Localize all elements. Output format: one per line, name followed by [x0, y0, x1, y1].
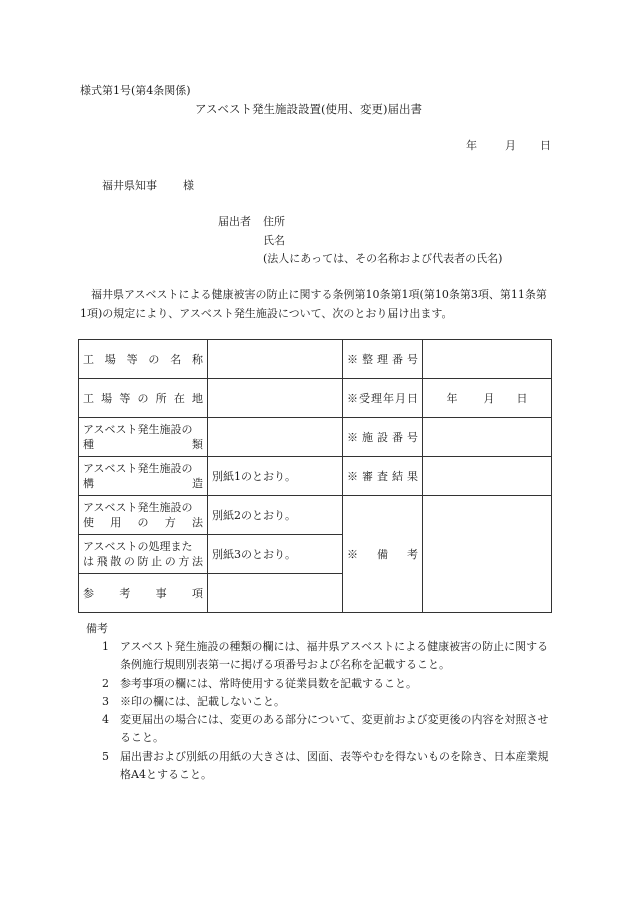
received-month-label: 月 [483, 392, 495, 405]
addressee-honorific: 様 [183, 179, 194, 192]
address-label: 住所 [263, 215, 285, 228]
review-result-label: ※審査結果 [343, 457, 423, 496]
usage-method-label: アスベスト発生施設の 使用の方法 [79, 496, 208, 535]
usage-method-field[interactable]: 別紙2のとおり。 [208, 496, 343, 535]
facility-no-label: ※施設番号 [343, 418, 423, 457]
notes-heading: 備考 [86, 622, 108, 635]
review-result-field[interactable] [423, 457, 552, 496]
structure-field[interactable]: 別紙1のとおり。 [208, 457, 343, 496]
notifier-label: 届出者 [218, 215, 251, 228]
facility-type-label: アスベスト発生施設の 種類 [79, 418, 208, 457]
received-date-field[interactable] [423, 379, 552, 418]
factory-name-field[interactable] [208, 340, 343, 379]
ref-no-field[interactable] [423, 340, 552, 379]
structure-label: アスベスト発生施設の 構造 [79, 457, 208, 496]
note-item: 3 ※印の欄には、記載しないこと。 [102, 695, 285, 708]
submission-date [466, 137, 551, 153]
received-year-label: 年 [446, 392, 458, 405]
table-row [79, 340, 552, 379]
note-item: 1 アスベスト発生施設の種類の欄には、福井県アスベストによる健康被害の防止に関する条例施行規則別表第一に掲げる項番号および名称を記載すること。 [102, 640, 549, 671]
note-item: 2 参考事項の欄には、常時使用する従業員数を記載すること。 [102, 677, 417, 690]
received-day-label: 日 [516, 392, 528, 405]
reference-label: 参考事項 [79, 574, 208, 613]
reference-field[interactable] [208, 574, 343, 613]
name-label: 氏名 [263, 234, 285, 247]
factory-location-label: 工場等の所在地 [79, 379, 208, 418]
facility-no-field[interactable] [423, 418, 552, 457]
treatment-method-label: アスベストの処理また は飛散の防止の方法 [79, 535, 208, 574]
table-row [79, 457, 552, 496]
factory-name-label: 工場等の名称 [79, 340, 208, 379]
note-item: 5 届出書および別紙の用紙の大きさは、図面、表等やむを得ないものを除き、日本産業規格A4とすること。 [102, 750, 549, 781]
factory-location-field[interactable] [208, 379, 343, 418]
table-row [79, 379, 552, 418]
note-item: 4 変更届出の場合には、変更のある部分について、変更前および変更後の内容を対照させること。 [102, 713, 549, 744]
table-row [79, 418, 552, 457]
facility-form-table [78, 339, 552, 613]
intro-paragraph: 福井県アスベストによる健康被害の防止に関する条例第10条第1項(第10条第3項、第11条第1項)の規定により、アスベスト発生施設について、次のとおり届け出ます。 [80, 288, 547, 320]
date-year-label: 年 [466, 139, 477, 152]
remarks-label: ※備考 [343, 496, 423, 613]
received-date-label: ※受理年月日 [343, 379, 423, 418]
addressee [102, 177, 194, 193]
remarks-field[interactable] [423, 496, 552, 613]
corporation-note: (法人にあっては、その名称および代表者の氏名) [263, 252, 503, 265]
form-number: 様式第1号(第4条関係) [80, 84, 191, 97]
table-row [79, 496, 552, 535]
ref-no-label: ※整理番号 [343, 340, 423, 379]
date-month-label: 月 [505, 139, 516, 152]
addressee-name: 福井県知事 [102, 179, 157, 192]
treatment-method-field[interactable]: 別紙3のとおり。 [208, 535, 343, 574]
facility-type-field[interactable] [208, 418, 343, 457]
date-day-label: 日 [540, 139, 551, 152]
document-title: アスベスト発生施設設置(使用、変更)届出書 [195, 102, 423, 116]
